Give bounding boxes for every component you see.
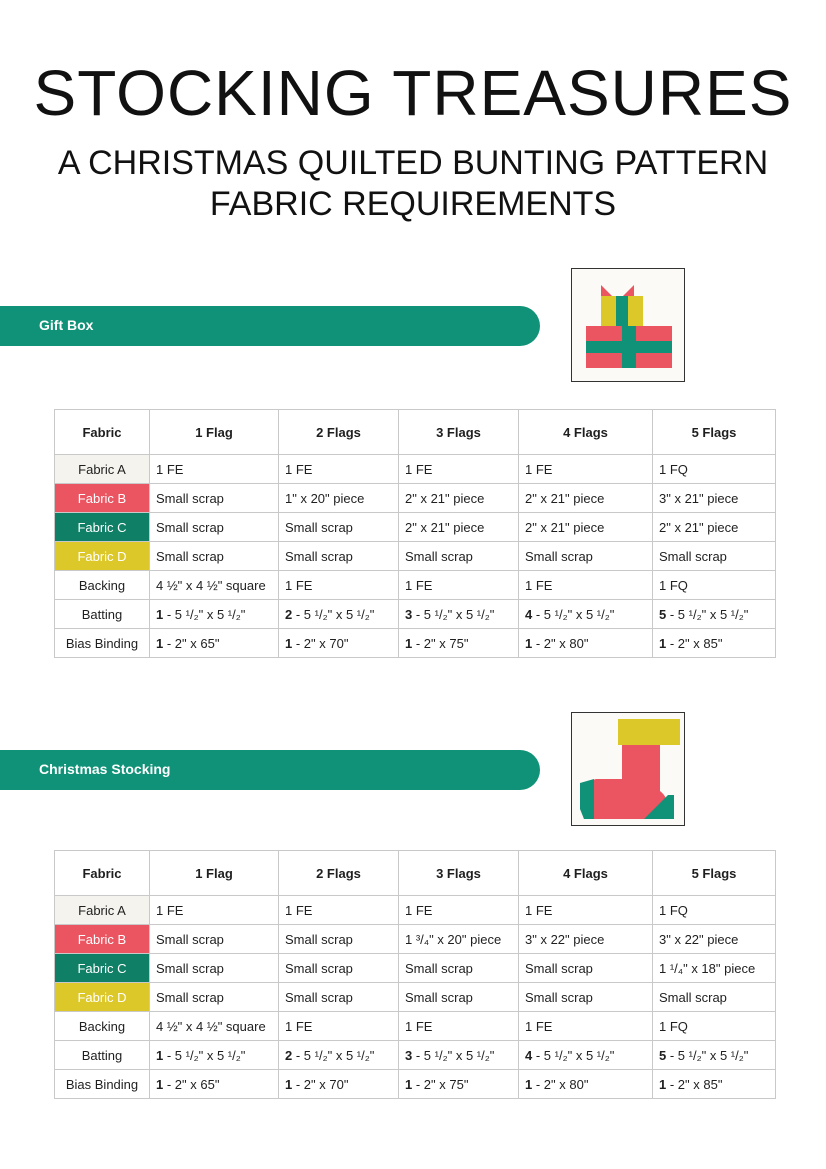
column-header: Fabric <box>55 851 150 896</box>
cell-text: - 2" x 85" <box>666 1076 723 1092</box>
table-cell <box>399 455 519 484</box>
cell-text: Small scrap <box>156 490 224 506</box>
cell-quantity: 2 <box>285 606 293 622</box>
gift-box-icon <box>571 268 685 382</box>
row-label: Fabric C <box>55 954 150 983</box>
cell-text: - 5 ¹/₂" x 5 ¹/₂" <box>163 1047 246 1063</box>
table-row <box>55 983 776 1012</box>
cell-text: 2" x 21" piece <box>525 519 605 535</box>
cell-text: 3" x 22" piece <box>525 931 605 947</box>
table-row <box>55 600 776 629</box>
table-cell <box>279 896 399 925</box>
table-cell <box>519 1012 653 1041</box>
cell-text: - 2" x 65" <box>163 1076 220 1092</box>
column-header: 4 Flags <box>519 410 653 455</box>
table-cell <box>519 954 653 983</box>
table-cell <box>150 484 279 513</box>
cell-text: 1 FE <box>525 902 553 918</box>
section-title: Christmas Stocking <box>39 761 171 777</box>
table-row <box>55 455 776 484</box>
table-cell <box>519 1041 653 1070</box>
cell-text: Small scrap <box>285 931 353 947</box>
table-cell <box>399 1012 519 1041</box>
table-cell <box>653 925 776 954</box>
cell-text: Small scrap <box>156 519 224 535</box>
table-row <box>55 925 776 954</box>
table-row <box>55 1070 776 1099</box>
cell-quantity: 1 <box>659 635 667 651</box>
cell-quantity: 1 <box>285 1076 293 1092</box>
table-cell <box>279 484 399 513</box>
cell-quantity: 3 <box>405 606 413 622</box>
cell-text: - 2" x 80" <box>532 1076 589 1092</box>
cell-text: 1 FE <box>525 577 553 593</box>
cell-quantity: 1 <box>156 1076 164 1092</box>
table-cell <box>653 983 776 1012</box>
cell-text: - 2" x 70" <box>292 635 349 651</box>
table-cell <box>519 542 653 571</box>
cell-text: 1 FQ <box>659 577 688 593</box>
cell-text: Small scrap <box>156 548 224 564</box>
cell-text: Small scrap <box>285 960 353 976</box>
column-header: Fabric <box>55 410 150 455</box>
cell-quantity: 5 <box>659 606 667 622</box>
cell-quantity: 4 <box>525 606 533 622</box>
cell-text: - 2" x 75" <box>412 1076 469 1092</box>
page-title: STOCKING TREASURES <box>33 57 793 129</box>
cell-text: - 2" x 85" <box>666 635 723 651</box>
cell-text: Small scrap <box>285 519 353 535</box>
table-cell <box>279 513 399 542</box>
table-cell <box>399 484 519 513</box>
cell-text: 1 FE <box>285 461 313 477</box>
table-cell <box>279 600 399 629</box>
cell-text: Small scrap <box>525 548 593 564</box>
cell-quantity: 1 <box>659 1076 667 1092</box>
cell-text: 1 FQ <box>659 1018 688 1034</box>
table-cell <box>150 600 279 629</box>
cell-quantity: 1 <box>156 606 164 622</box>
page-subtitle-2: FABRIC REQUIREMENTS <box>209 185 617 223</box>
table-cell <box>150 1041 279 1070</box>
table-cell <box>279 571 399 600</box>
row-label: Backing <box>55 571 150 600</box>
cell-text: Small scrap <box>405 989 473 1005</box>
table-cell <box>653 455 776 484</box>
table-cell <box>279 1041 399 1070</box>
stocking-icon <box>571 712 685 826</box>
cell-quantity: 5 <box>659 1047 667 1063</box>
column-header: 1 Flag <box>150 851 279 896</box>
column-header: 5 Flags <box>653 851 776 896</box>
fabric-requirements-table <box>54 850 776 1099</box>
table-cell <box>519 484 653 513</box>
table-cell <box>653 600 776 629</box>
cell-text: - 2" x 80" <box>532 635 589 651</box>
cell-text: 2" x 21" piece <box>525 490 605 506</box>
cell-text: 1 FE <box>405 461 433 477</box>
table-cell <box>279 983 399 1012</box>
cell-text: Small scrap <box>156 931 224 947</box>
cell-text: 1 FE <box>156 902 184 918</box>
table-cell <box>150 455 279 484</box>
cell-quantity: 1 <box>156 1047 164 1063</box>
cell-text: - 5 ¹/₂" x 5 ¹/₂" <box>666 1047 749 1063</box>
cell-text: 2" x 21" piece <box>405 519 485 535</box>
table-cell <box>279 1012 399 1041</box>
cell-text: 1 ³/₄" x 20" piece <box>405 931 502 947</box>
row-label: Fabric D <box>55 542 150 571</box>
cell-text: - 5 ¹/₂" x 5 ¹/₂" <box>412 606 495 622</box>
cell-text: Small scrap <box>659 989 727 1005</box>
cell-text: - 2" x 75" <box>412 635 469 651</box>
row-label: Fabric A <box>55 896 150 925</box>
table-header-row <box>55 851 776 896</box>
cell-quantity: 3 <box>405 1047 413 1063</box>
column-header: 3 Flags <box>399 410 519 455</box>
table-row <box>55 484 776 513</box>
cell-quantity: 4 <box>525 1047 533 1063</box>
cell-text: - 2" x 65" <box>163 635 220 651</box>
table-cell <box>399 542 519 571</box>
table-cell <box>150 1070 279 1099</box>
cell-text: 1 ¹/₄" x 18" piece <box>659 960 756 976</box>
table-cell <box>279 455 399 484</box>
table-cell <box>653 629 776 658</box>
table-cell <box>150 925 279 954</box>
cell-text: 1 FE <box>405 902 433 918</box>
cell-quantity: 1 <box>156 635 164 651</box>
table-cell <box>653 1012 776 1041</box>
table-cell <box>519 571 653 600</box>
cell-quantity: 2 <box>285 1047 293 1063</box>
table-cell <box>519 455 653 484</box>
cell-text: 1 FE <box>525 461 553 477</box>
table-cell <box>653 571 776 600</box>
table-cell <box>150 513 279 542</box>
table-cell <box>150 571 279 600</box>
table-cell <box>150 629 279 658</box>
cell-text: 3" x 22" piece <box>659 931 739 947</box>
table-cell <box>519 896 653 925</box>
table-cell <box>279 954 399 983</box>
table-cell <box>150 954 279 983</box>
table-cell <box>399 954 519 983</box>
table-row <box>55 954 776 983</box>
table-row <box>55 1041 776 1070</box>
table-cell <box>653 954 776 983</box>
cell-text: - 5 ¹/₂" x 5 ¹/₂" <box>292 606 375 622</box>
cell-text: - 5 ¹/₂" x 5 ¹/₂" <box>666 606 749 622</box>
table-row <box>55 542 776 571</box>
table-row <box>55 629 776 658</box>
table-cell <box>150 983 279 1012</box>
table-row <box>55 513 776 542</box>
cell-text: 1 FE <box>156 461 184 477</box>
cell-text: 1 FE <box>405 1018 433 1034</box>
table-cell <box>519 629 653 658</box>
column-header: 2 Flags <box>279 851 399 896</box>
table-cell <box>653 896 776 925</box>
table-cell <box>653 542 776 571</box>
cell-quantity: 1 <box>285 635 293 651</box>
table-cell <box>150 896 279 925</box>
cell-text: 1" x 20" piece <box>285 490 365 506</box>
cell-quantity: 1 <box>405 1076 413 1092</box>
table-cell <box>519 600 653 629</box>
cell-text: 1 FE <box>285 902 313 918</box>
table-cell <box>279 925 399 954</box>
table-cell <box>150 542 279 571</box>
column-header: 5 Flags <box>653 410 776 455</box>
row-label: Fabric C <box>55 513 150 542</box>
cell-quantity: 1 <box>525 635 533 651</box>
row-label: Batting <box>55 1041 150 1070</box>
row-label: Backing <box>55 1012 150 1041</box>
table-cell <box>399 600 519 629</box>
cell-text: Small scrap <box>659 548 727 564</box>
table-cell <box>653 484 776 513</box>
table-row <box>55 896 776 925</box>
cell-text: 1 FE <box>285 1018 313 1034</box>
table-cell <box>653 1070 776 1099</box>
cell-text: 3" x 21" piece <box>659 490 739 506</box>
table-row <box>55 1012 776 1041</box>
cell-text: 1 FE <box>525 1018 553 1034</box>
row-label: Fabric B <box>55 925 150 954</box>
cell-text: 1 FQ <box>659 902 688 918</box>
table-cell <box>279 1070 399 1099</box>
cell-quantity: 1 <box>525 1076 533 1092</box>
table-cell <box>653 1041 776 1070</box>
page-subtitle: A CHRISTMAS QUILTED BUNTING PATTERN <box>57 144 769 182</box>
table-header-row <box>55 410 776 455</box>
cell-text: 4 ½" x 4 ½" square <box>156 1018 266 1034</box>
table-cell <box>653 513 776 542</box>
row-label: Batting <box>55 600 150 629</box>
cell-text: 2" x 21" piece <box>405 490 485 506</box>
table-cell <box>279 629 399 658</box>
cell-text: - 5 ¹/₂" x 5 ¹/₂" <box>163 606 246 622</box>
fabric-requirements-table <box>54 409 776 658</box>
table-cell <box>519 513 653 542</box>
cell-text: Small scrap <box>525 960 593 976</box>
cell-text: 4 ½" x 4 ½" square <box>156 577 266 593</box>
row-label: Fabric D <box>55 983 150 1012</box>
cell-text: Small scrap <box>525 989 593 1005</box>
cell-text: Small scrap <box>156 989 224 1005</box>
table-cell <box>399 1070 519 1099</box>
row-label: Fabric A <box>55 455 150 484</box>
cell-text: - 2" x 70" <box>292 1076 349 1092</box>
cell-text: Small scrap <box>405 960 473 976</box>
cell-text: 1 FE <box>285 577 313 593</box>
table-cell <box>399 925 519 954</box>
table-row <box>55 571 776 600</box>
table-cell <box>399 896 519 925</box>
cell-text: Small scrap <box>285 548 353 564</box>
table-cell <box>150 1012 279 1041</box>
cell-text: - 5 ¹/₂" x 5 ¹/₂" <box>532 1047 615 1063</box>
table-cell <box>399 629 519 658</box>
table-cell <box>519 1070 653 1099</box>
section-banner-gift-box <box>0 306 540 346</box>
cell-text: Small scrap <box>156 960 224 976</box>
cell-quantity: 1 <box>405 635 413 651</box>
cell-text: - 5 ¹/₂" x 5 ¹/₂" <box>292 1047 375 1063</box>
table-cell <box>279 542 399 571</box>
table-cell <box>519 983 653 1012</box>
section-title: Gift Box <box>39 317 94 333</box>
table-cell <box>399 571 519 600</box>
cell-text: 1 FQ <box>659 461 688 477</box>
row-label: Fabric B <box>55 484 150 513</box>
cell-text: - 5 ¹/₂" x 5 ¹/₂" <box>532 606 615 622</box>
section-banner-christmas-stocking <box>0 750 540 790</box>
table-cell <box>519 925 653 954</box>
column-header: 3 Flags <box>399 851 519 896</box>
column-header: 2 Flags <box>279 410 399 455</box>
cell-text: 2" x 21" piece <box>659 519 739 535</box>
cell-text: Small scrap <box>405 548 473 564</box>
cell-text: Small scrap <box>285 989 353 1005</box>
table-cell <box>399 1041 519 1070</box>
table-cell <box>399 513 519 542</box>
cell-text: - 5 ¹/₂" x 5 ¹/₂" <box>412 1047 495 1063</box>
row-label: Bias Binding <box>55 1070 150 1099</box>
row-label: Bias Binding <box>55 629 150 658</box>
column-header: 4 Flags <box>519 851 653 896</box>
table-cell <box>399 983 519 1012</box>
column-header: 1 Flag <box>150 410 279 455</box>
cell-text: 1 FE <box>405 577 433 593</box>
